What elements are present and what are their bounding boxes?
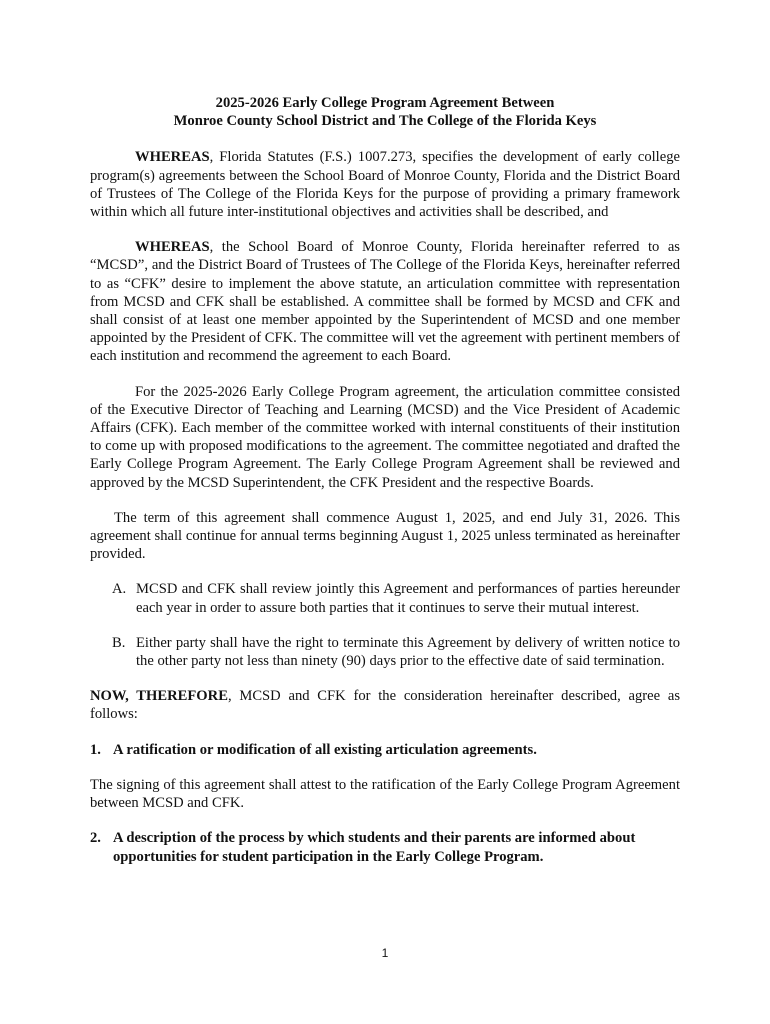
title-line-2: Monroe County School District and The College of the Florida Keys (173, 113, 597, 130)
therefore-lead: NOW, THEREFORE (90, 688, 228, 705)
section-heading-text-2: A description of the process by which students and their parents are informed about opportunities for student participation in the Early College Program. (113, 830, 636, 865)
section-heading-1 (90, 741, 680, 759)
list-text-b: Either party shall have the right to terminate this Agreement by delivery of written notice to the other party not less than ninety (90) days prior to the effective date of said termination. (136, 634, 680, 670)
list-text-a: MCSD and CFK shall review jointly this Agreement and performances of parties hereunder each year in order to assure both parties that it continues to serve their mutual interest. (136, 581, 680, 616)
whereas-paragraph-1 (90, 148, 680, 221)
whereas-text-2: , the School Board of Monroe County, Florida hereinafter referred to as “MCSD”, and the District Board of Trustees of The College of the Florida Keys, hereinafter referred to as “CFK” desire to implement the above statute, an articulation committee with representation from MCSD and CFK shall be established. A committee shall be formed by MCSD and CFK and shall consist of at least one member appointed by the Superintendent of MCSD and one member appointed by the President of CFK. The committee will vet the agreement with pertinent members of each institution and recommend the agreement to each Board. (90, 239, 680, 365)
section-body-1: The signing of this agreement shall attest to the ratification of the Early College Program Agreement between MCSD and CFK. (90, 776, 680, 812)
section-heading-2 (90, 829, 680, 865)
list-marker-b: B. (112, 634, 126, 651)
whereas-lead-2: WHEREAS (135, 239, 210, 256)
section-number-2: 2. (90, 830, 101, 847)
term-paragraph: The term of this agreement shall commence August 1, 2025, and end July 31, 2026. This agreement shall continue for annual terms beginning August 1, 2025 unless terminated as hereinafter provided. (90, 509, 680, 563)
document-title (90, 94, 680, 130)
section-number-1: 1. (90, 741, 101, 758)
whereas-text-1: , Florida Statutes (F.S.) 1007.273, specifies the development of early college program(s) agreements between the School Board of Monroe County, Florida and the District Board of Trustees of The College of the Florida Keys for the purpose of providing a primary framework within which all future inter-institutional objectives and activities shall be described, and (90, 149, 680, 221)
therefore-text: , MCSD and CFK for the consideration hereinafter described, agree as follows: (90, 688, 681, 723)
therefore-paragraph (90, 687, 680, 723)
whereas-lead-1: WHEREAS (135, 149, 210, 166)
list-marker-a: A. (112, 581, 127, 598)
whereas-paragraph-2 (90, 238, 680, 365)
list-item-a (112, 580, 680, 616)
page-number: 1 (381, 946, 389, 960)
document-page (90, 94, 680, 883)
title-line-1: 2025-2026 Early College Program Agreement Between (215, 95, 555, 111)
committee-paragraph: For the 2025-2026 Early College Program agreement, the articulation committee consisted of the Executive Director of Teaching and Learning (MCSD) and the Vice President of Academic Affairs (CFK). Each member of the committee worked with internal constituents of their institution to come up with proposed modifications to the agreement. The committee negotiated and drafted the Early College Program Agreement. The Early College Program Agreement shall be reviewed and approved by the MCSD Superintendent, the CFK President and the respective Boards. (90, 383, 680, 491)
list-item-b (112, 634, 680, 670)
section-heading-text-1: A ratification or modification of all existing articulation agreements. (113, 741, 537, 758)
